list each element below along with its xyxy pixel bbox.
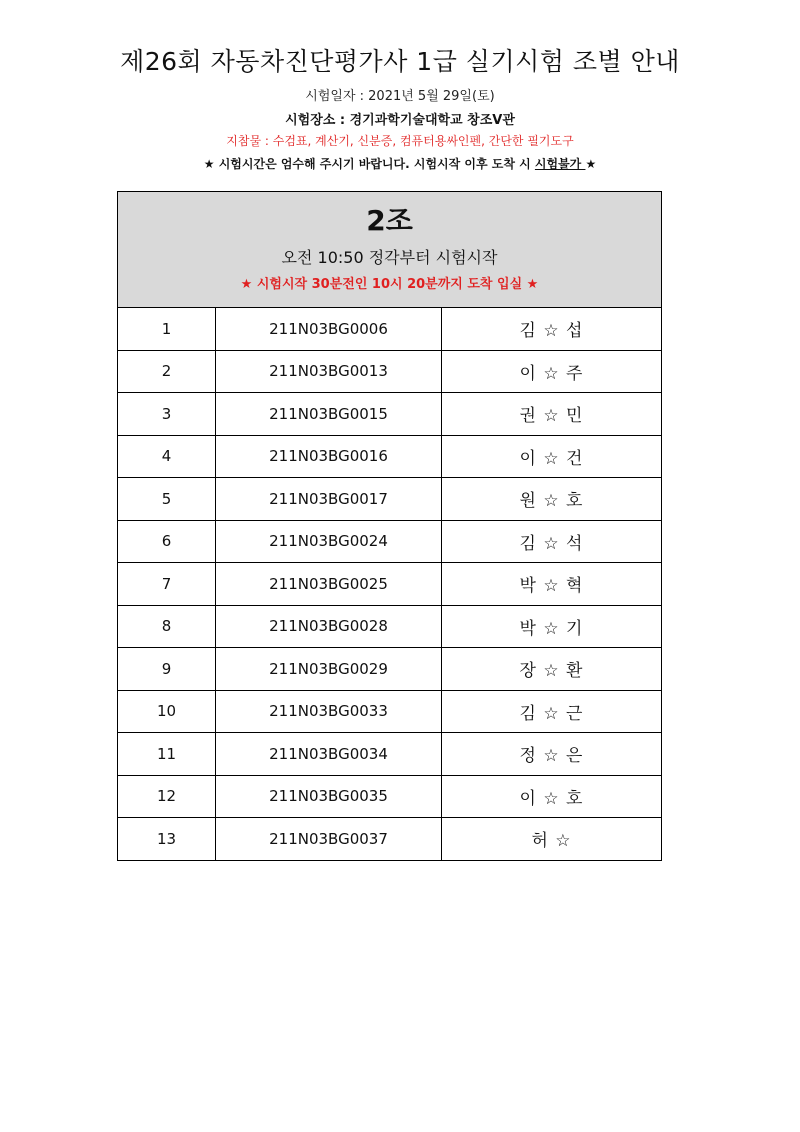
candidate-name: 이 ☆ 건 (442, 435, 662, 478)
row-number: 12 (118, 775, 216, 818)
candidate-id: 211N03BG0025 (216, 563, 442, 606)
table-row (118, 478, 661, 521)
group-header (118, 192, 661, 308)
exam-venue: 시험장소 : 경기과학기술대학교 창조V관 (285, 113, 515, 128)
candidate-table (118, 308, 661, 860)
row-number: 13 (118, 818, 216, 860)
table-row (118, 350, 661, 393)
candidate-name: 정 ☆ 은 (442, 733, 662, 776)
table-row (118, 690, 661, 733)
row-number: 8 (118, 605, 216, 648)
row-number: 3 (118, 393, 216, 436)
row-number: 9 (118, 648, 216, 691)
group-schedule-box (117, 191, 662, 861)
table-row (118, 563, 661, 606)
row-number: 7 (118, 563, 216, 606)
attendance-notice (0, 155, 800, 172)
candidate-id: 211N03BG0035 (216, 775, 442, 818)
candidate-name: 김 ☆ 섭 (519, 321, 584, 342)
candidate-id: 211N03BG0017 (216, 478, 442, 521)
exam-date: 시험일자 : 2021년 5월 29일(토) (305, 89, 495, 104)
notice-emphasis: 시험불가 (534, 157, 586, 171)
table-row (118, 648, 661, 691)
table-row (118, 605, 661, 648)
row-number: 11 (118, 733, 216, 776)
row-number: 5 (118, 478, 216, 521)
candidate-id: 211N03BG0029 (216, 648, 442, 691)
candidate-name: 김 ☆ 석 (442, 520, 662, 563)
table-row (118, 308, 661, 350)
table-row (118, 818, 661, 860)
notice-star: ★ (585, 157, 597, 171)
candidate-name: 박 ☆ 기 (442, 605, 662, 648)
group-arrival-note: ★ 시험시작 30분전인 10시 20분까지 도착 입실 ★ (240, 277, 539, 292)
required-supplies: 지참물 : 수검표, 계산기, 신분증, 컴퓨터용싸인펜, 간단한 필기도구 (226, 134, 574, 148)
candidate-name: 김 ☆ 근 (442, 690, 662, 733)
candidate-id: 211N03BG0015 (216, 393, 442, 436)
candidate-name: 원 ☆ 호 (442, 478, 662, 521)
row-number: 10 (118, 690, 216, 733)
page-title: 제26회 자동차진단평가사 1급 실기시험 조별 안내 (120, 47, 680, 76)
table-row (118, 393, 661, 436)
candidate-name: 권 ☆ 민 (442, 393, 662, 436)
candidate-id: 211N03BG0028 (216, 605, 442, 648)
candidate-name: 박 ☆ 혁 (442, 563, 662, 606)
candidate-name: 허 ☆ (442, 818, 662, 860)
group-start-time: 오전 10:50 정각부터 시험시작 (281, 248, 498, 267)
notice-text: ★ 시험시간은 엄수해 주시기 바랍니다. 시험시작 이후 도착 시 (203, 157, 535, 171)
candidate-id: 211N03BG0034 (216, 733, 442, 776)
table-row (118, 775, 661, 818)
candidate-name: 장 ☆ 환 (442, 648, 662, 691)
row-number: 4 (118, 435, 216, 478)
row-number: 2 (118, 350, 216, 393)
candidate-id: 211N03BG0006 (216, 308, 442, 350)
table-row (118, 435, 661, 478)
candidate-id: 211N03BG0016 (216, 435, 442, 478)
row-number: 6 (118, 520, 216, 563)
group-label: 2조 (366, 204, 413, 237)
table-row (118, 520, 661, 563)
candidate-id: 211N03BG0033 (216, 690, 442, 733)
candidate-name: 이 ☆ 주 (442, 350, 662, 393)
candidate-id: 211N03BG0037 (216, 818, 442, 860)
candidate-name: 이 ☆ 호 (442, 775, 662, 818)
row-number: 1 (118, 308, 216, 350)
candidate-id: 211N03BG0024 (216, 520, 442, 563)
candidate-id: 211N03BG0013 (216, 350, 442, 393)
table-row (118, 733, 661, 776)
